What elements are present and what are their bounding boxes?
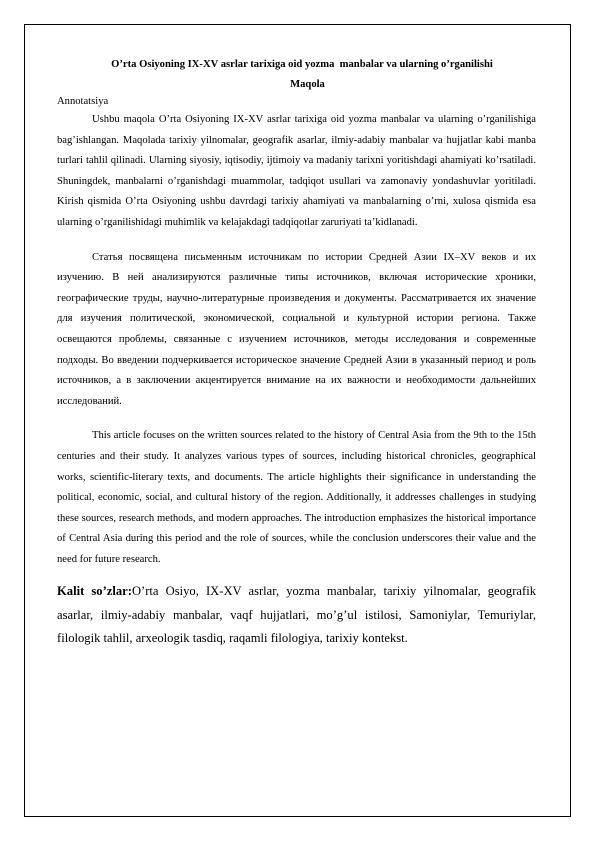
annotation-heading: Annotatsiya: [57, 96, 109, 107]
abstract-russian: Статья посвящена письменным источникам по истории Средней Азии IX–XV веков и их изучению. В ней анализируются различные типы источников, включая исторические хроники, географические труды, научно-литературные произведения и документы. Рассматривается их значение для изучения политической, экономической, социальной и культурной истории региона. Также освещаются проблемы, связанные с изучением источников, методы исследования и современные подходы. Во введении подчеркивается историческое значение Средней Азии в указанный период и роль источников, а в заключении акцентируется внимание на их важности и необходимости дальнейших исследований.: [57, 251, 536, 407]
document-subtitle: Maqola: [290, 79, 325, 90]
keywords-text: O’rta Osiyo, IX-XV asrlar, yozma manbalar, tarixiy yilnomalar, geografik asarlar, ilmiy-adabiy manbalar, vaqf hujjatlari, mo’g’ul istilosi, Samoniylar, Temuriylar, filologik tahlil, arxeologik tasdiq, raqamli filologiya, tarixiy kontekst.: [57, 584, 536, 646]
document-title: O’rta Osiyoning IX-XV asrlar tarixiga oid yozma manbalar va ularning o’rganilishi: [111, 59, 493, 70]
abstract-english: This article focuses on the written sources related to the history of Central Asia from the 9th to the 15th centuries and their study. It analyzes various types of sources, including historical chronicles, geographical works, scientific-literary texts, and documents. The article highlights their significance in understanding the political, economic, social, and cultural history of the region. Additionally, it addresses challenges in studying these sources, research methods, and modern approaches. The introduction emphasizes the historical importance of Central Asia during this period and the role of sources, while the conclusion underscores their value and the need for future research.: [57, 430, 536, 565]
abstract-uzbek: Ushbu maqola O’rta Osiyoning IX-XV asrlar tarixiga oid yozma manbalar va ularning o’rganilishiga bag’ishlangan. Maqolada tarixiy yilnomalar, geografik asarlar, ilmiy-adabiy manbalar va hujjatlar kabi manba turlari tahlil qilinadi. Ularning siyosiy, iqtisodiy, ijtimoiy va madaniy tarixni yoritishdagi ahamiyati ko’rsatiladi. Shuningdek, manbalarni o’rganishdagi muammolar, tadqiqot usullari va zamonaviy yondashuvlar yoritiladi. Kirish qismida O’rta Osiyoning ushbu davrdagi tarixiy ahamiyati va manbalarning o’rni, xulosa qismida esa ularning o’rganilishidagi muhimlik va kelajakdagi tadqiqotlar zaruriyati ta’kidlanadi.: [57, 114, 536, 228]
document-body: [57, 54, 536, 651]
keywords-label: Kalit so’zlar:: [57, 584, 132, 599]
keywords-paragraph: [57, 580, 536, 650]
